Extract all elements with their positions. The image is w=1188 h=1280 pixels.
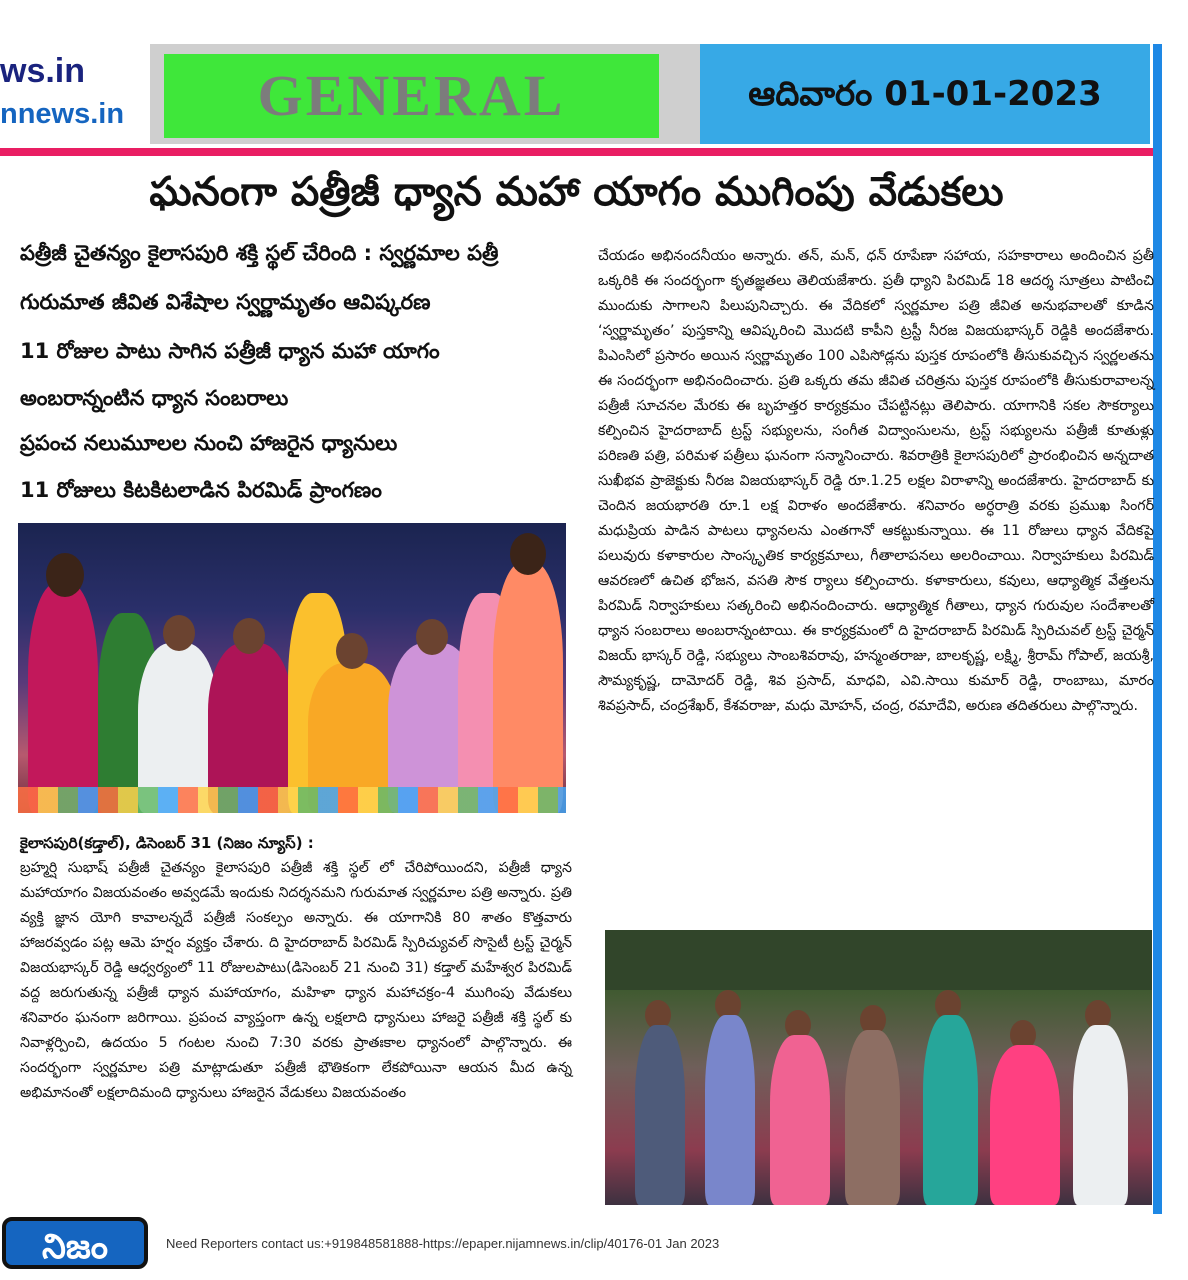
article-body-right: చేయడం అభినందనీయం అన్నారు. తన్, మన్, ధన్ రూపేణా సహాయ, సహకారాలు అందించిన ప్రతీ ఒక్కరికి ఈ సందర్భంగా కృతజ్ఞతలు తెలియజేశారు. ప్రతీ ధ్యాని పిరమిడ్ 18 ఆదర్శ సూత్రలు పాటించి ముందుకు సాగాలని పిలుపునిచ్చారు. ఈ వేదికలో స్వర్ణమాల పత్రి జీవిత అనుభవాలతో కూడిన ‘స్వర్ణామృతం’ పుస్తకాన్ని ఆవిష్కరించి మొదటి కాపీని ట్రస్టీ నీరజ విజయభాస్కర్ రెడ్డికి అందజేశారు. పిఎంసిలో ప్రసారం అయిన స్వర్ణామృతం 100 ఎపిసోడ్లను పుస్తక రూపంలోకి తీసుకువచ్చిన స్వర్ణలతను ఈ సందర్భంగా అభినందించారు. ప్రతి ఒక్కరు తమ జీవిత చరిత్రను పుస్తక రూపంలోకి తీసుకురావాలన్న పత్రీజీ సూచనల మేరకు ఈ బృహత్తర కార్యక్రమం చేపట్టినట్లు తెలిపారు. యాగానికి సకల సౌకర్యాలు కల్పించిన హైదరాబాద్ ట్రస్ట్ సభ్యులను, సంగీత విద్వాంసులను, ట్రస్ట్ సభ్యులను పత్రీజీ కూతుళ్లు పరిణతి పత్రి, పరిమళ పత్రీలు ఘనంగా సన్మానించారు. శివరాత్రికి కైలాసపురిలో ప్రారంభించిన అన్నదాత సుఖీభవ ప్రాజెక్టుకు నీరజ విజయభాస్కర్ రెడ్డి రూ.1.25 లక్షల విరాళాన్ని అందజేశారు. హైదరాబాద్ కు చెందిన జయభారతి రూ.1 లక్ష విరాళం అందజేశారు. శనివారం అర్ధరాత్రి వరకు ప్రముఖ సింగర్ మధుప్రియ పాడిన పాటలు ధ్యానలను ఎంతగానో ఆకట్టుకున్నాయి. ఈ 11 రోజులు ధ్యాన వేదికపై పలువురు కళాకారుల సాంస్కృతిక కార్యక్రమాలు, గీతాలాపనలు అలరించాయి. నిర్వాహకులు పిరమిడ్ ఆవరణలో ఉచిత భోజన, వసతి సౌక ర్యాలు కల్పించారు. కళాకారులు, కవులు, ఆధ్యాత్మిక వేత్తలను పిరమిడ్ నిర్వాహకులు సత్కరించి అభినందించారు. ఆధ్యాత్మిక గీతాలు, ధ్యాన గురువుల సందేశాలతో ధ్యాన సంబరాలు అంబరాన్నంటాయి. ఈ కార్యక్రమంలో ది హైదరాబాద్ పిరమిడ్ స్పిరిచువల్ ట్రస్ట్ చైర్మన్ విజయ్ భాస్కర్ రెడ్డి, సభ్యులు సాంబశివరావు, హన్మంతరాజు, బాలకృష్ణ, లక్ష్మి, శ్రీరామ్ గోపాల్, జయశ్రీ, సౌమ్యకృష్ణ, దామోదర్ రెడ్డి, శివ ప్రసాద్, మాధవి, ఎవి.సాయి కుమార్ రెడ్డి, రాంబాబు, మారం శివప్రసాద్, చంద్రశేఖర్, కేశవరాజు, మధు మోహన్, చంద్ర, రమాదేవి, అరుణ తదితరులు పాల్గొన్నారు.	[598, 248, 1154, 714]
highlight-line: ప్రపంచ నలుమూలల నుంచి హాజరైన ధ్యానులు	[20, 431, 398, 455]
highlight-line: 11 రోజుల పాటు సాగిన పత్రీజీ ధ్యాన మహా యాగం	[20, 339, 440, 363]
footer-contact: Need Reporters contact us:+919848581888-https://epaper.nijamnews.in/clip/40176-01 Jan 2023	[166, 1236, 720, 1251]
crowd-photo	[605, 930, 1152, 1205]
highlight-line: పత్రీజీ చైతన్యం కైలాసపురి శక్తి స్థల్ చేరింది : స్వర్ణమాల పత్రీ	[20, 241, 499, 265]
article-headline: ఘనంగా పత్రీజీ ధ్యాన మహా యాగం ముగింపు వేడుకలు	[149, 169, 1004, 215]
site-url-line-2: nnews.in	[0, 98, 125, 130]
header-rule	[0, 148, 1153, 156]
highlight-line: గురుమాత జీవిత విశేషాల స్వర్ణామృతం ఆవిష్కరణ	[20, 290, 431, 314]
article-byline: కైలాసపురి(కడ్తాల్), డిసెంబర్ 31 (నిజం న్యూస్) :	[20, 834, 314, 852]
page-border-strip	[1153, 44, 1162, 1214]
edition-date: ఆదివారం 01-01-2023	[748, 74, 1102, 114]
highlight-line: 11 రోజులు కిటకిటలాడిన పిరమిడ్ ప్రాంగణం	[20, 478, 382, 502]
article-body-left: బ్రహ్మర్షి సుభాష్ పత్రీజీ చైతన్యం కైలాసపురి పత్రీజీ శక్తి స్థల్ లో చేరిపోయిందని, పత్రీజీ ధ్యాన మహాయాగం విజయవంతం అవ్వడమే ఇందుకు నిదర్శనమని గురుమాత స్వర్ణమాల పత్రి అన్నారు. ప్రతి వ్యక్తి జ్ఞాన యోగి కావాలన్నదే పత్రీజీ సంకల్పం అన్నారు. ఈ యాగానికి 80 శాతం కొత్తవారు హాజరవ్వడం పట్ల ఆమె హర్షం వ్యక్తం చేశారు. ది హైదరాబాద్ పిరమిడ్ స్పిరిచ్యువల్ సొసైటీ ట్రస్ట్ చైర్మన్ విజయభాస్కర్ రెడ్డి ఆధ్వర్యంలో 11 రోజులపాటు(డిసెంబర్ 21 నుంచి 31) కడ్తాల్ మహేశ్వర పిరమిడ్ వద్ద జరుగుతున్న పత్రీజీ ధ్యాన మహాయాగం, మహిళా ధ్యాన మహాచక్రం-4 ముగింపు వేడుకలు శనివారం ఘనంగా జరిగాయి. ప్రపంచ వ్యాప్తంగా ఉన్న లక్షలాది ధ్యానులు హాజరై పత్రీజీ శక్తి స్థల్ కు నివాళ్లర్పించి, ఉదయం 5 గంటల నుంచి 7:30 వరకు ప్రాతఃకాల ధ్యానంలో పాల్గొన్నారు. ఈ సందర్భంగా స్వర్ణమాల పత్రి మాట్లాడుతూ పత్రీజీ భౌతికంగా లేకపోయినా ఆయన మీద ఉన్న అభిమానంతో లక్షలాదిమంది ధ్యానులు హాజరైన వేడుకలు విజయవంతం	[20, 860, 572, 1101]
nijam-logo: నిజం	[2, 1217, 148, 1269]
site-url-line-1: ws.in	[0, 52, 86, 90]
highlight-line: అంబరాన్నంటిన ధ్యాన సంబరాలు	[20, 386, 289, 410]
stage-group-photo	[18, 523, 566, 813]
section-title: GENERAL	[257, 63, 566, 128]
